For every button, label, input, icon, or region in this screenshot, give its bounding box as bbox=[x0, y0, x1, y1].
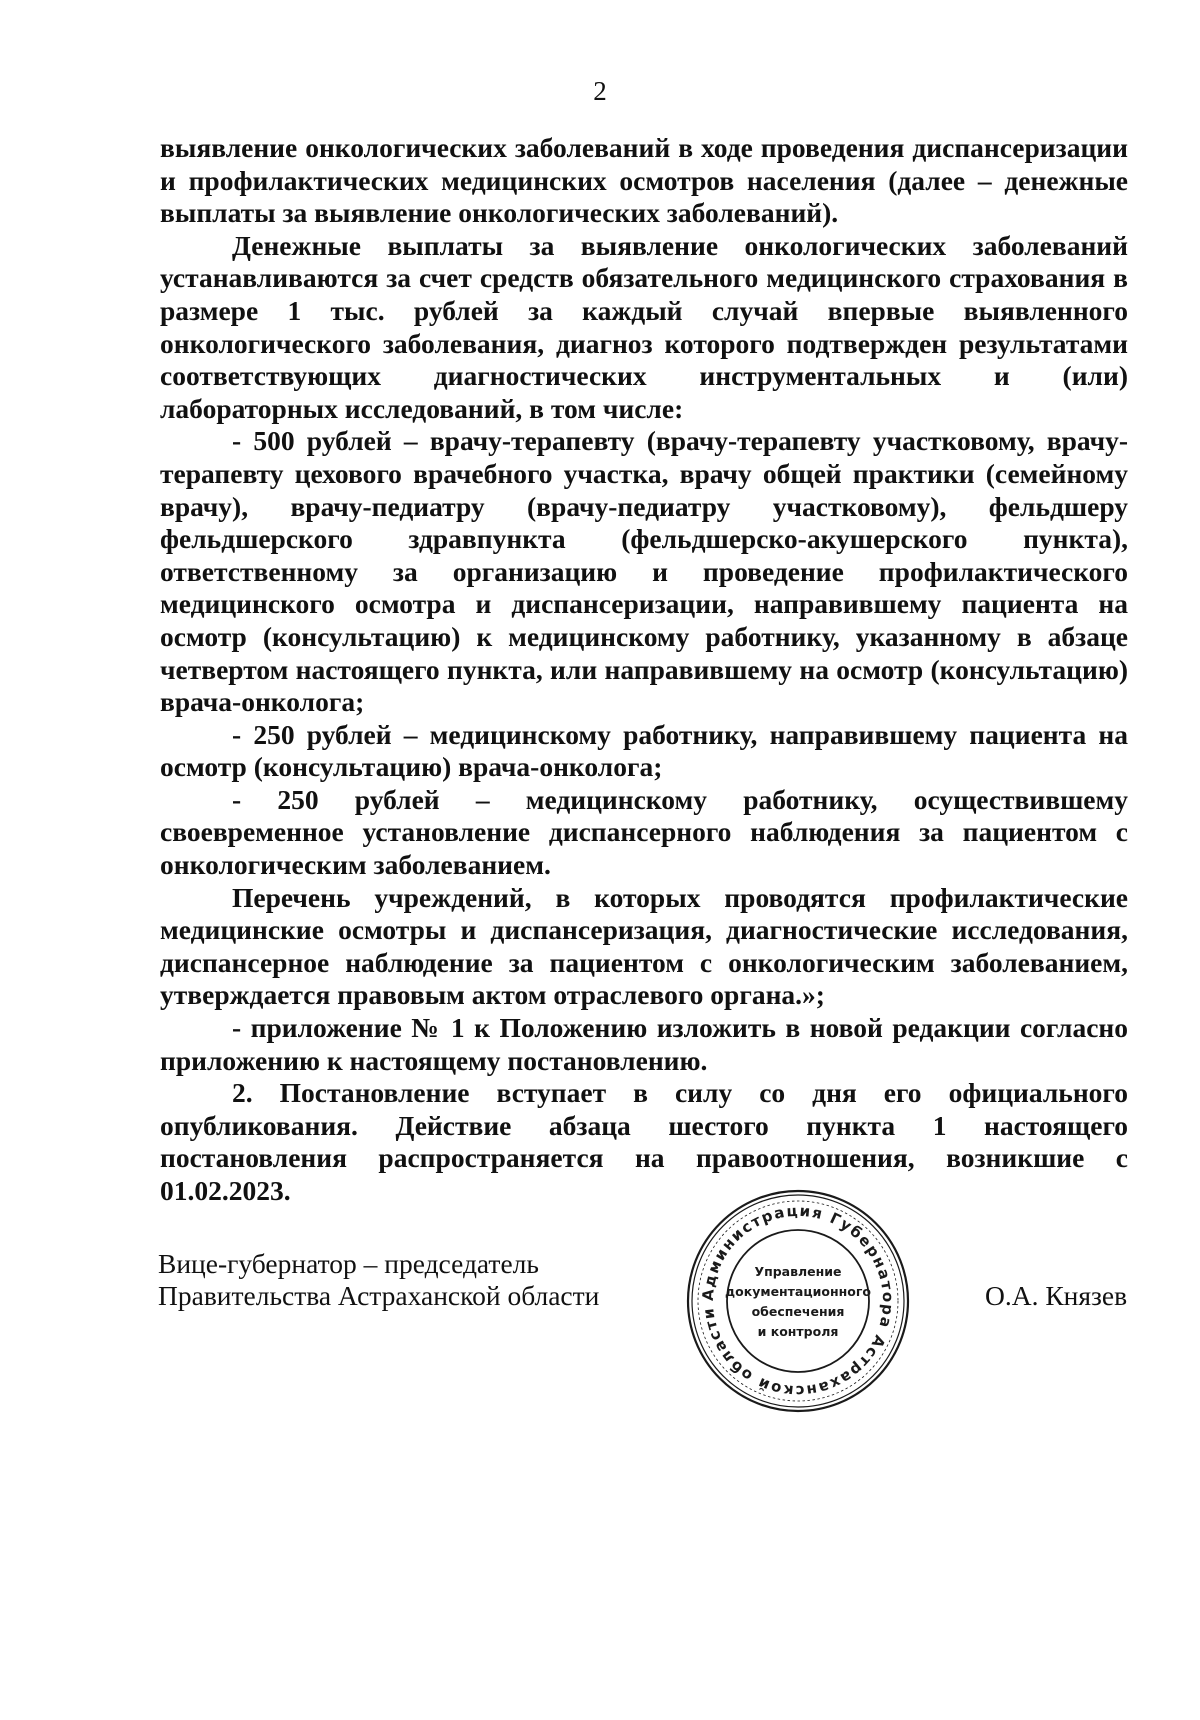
signer-position-line-2: Правительства Астраханской области bbox=[158, 1280, 600, 1311]
svg-text:Администрация Губернатора Астр bbox=[699, 1202, 897, 1400]
stamp-center-line-2: документационного bbox=[725, 1284, 871, 1299]
stamp-center-line-3: обеспечения bbox=[751, 1304, 845, 1319]
paragraph-payments-amount: Денежные выплаты за выявление онкологических заболеваний устанавливаются за счет средств обязательного медицинского страхования в размере 1 тыс. рублей за каждый случай впервые выявленного онкологического заболевания, диагноз которого подтвержден результатами соответствующих диагностических инструментальных и (или) лабораторных исследований, в том числе: bbox=[160, 229, 1128, 424]
paragraph-appendix-1: - приложение № 1 к Положению изложить в новой редакции согласно приложению к настоящему постановлению. bbox=[160, 1012, 1128, 1076]
stamp-ring-text: Администрация Губернатора Астраханской области bbox=[698, 1201, 898, 1401]
list-item-250-rub-observation: - 250 рублей – медицинскому работнику, осуществившему своевременное установление диспансерного наблюдения за пациентом с онкологическим заболеванием. bbox=[160, 783, 1128, 881]
signer-position-line-1: Вице-губернатор – председатель bbox=[158, 1248, 539, 1279]
list-item-250-rub-referral: - 250 рублей – медицинскому работнику, направившему пациента на осмотр (консультацию) врача-онколога; bbox=[160, 718, 1128, 783]
paragraph-continuation: выявление онкологических заболеваний в ходе проведения диспансеризации и профилактических медицинских осмотров населения (далее – денежные выплаты за выявление онкологических заболеваний). bbox=[160, 132, 1128, 229]
list-item-500-rub: - 500 рублей – врачу-терапевту (врачу-терапевту участковому, врачу-терапевту цехового врачебного участка, врачу общей практики (семейному врачу), врачу-педиатру (врачу-педиатру участковому), фельдшеру фельдшерского здравпункта (фельдшерско-акушерского пункта), ответственному за организацию и проведение профилактического медицинского осмотра и диспансеризации, направившему пациента на осмотр (консультацию) к медицинскому работнику, указанному в абзаце четвертом настоящего пункта, или направившему на осмотр (консультацию) врача-онколога; bbox=[160, 425, 1128, 718]
signature-block bbox=[158, 1248, 599, 1312]
document-body bbox=[160, 132, 1128, 1208]
paragraph-institutions-list: Перечень учреждений, в которых проводятся профилактические медицинские осмотры и диспансеризация, диагностические исследования, диспансерное наблюдение за пациентом с онкологическим заболеванием, утверждается правовым актом отраслевого органа.»; bbox=[160, 881, 1128, 1011]
signer-name: О.А. Князев bbox=[985, 1280, 1128, 1311]
stamp-center-line-4: и контроля bbox=[757, 1324, 839, 1339]
page-number: 2 bbox=[593, 76, 607, 106]
official-stamp bbox=[685, 1188, 911, 1414]
stamp-center-line-1: Управление bbox=[754, 1264, 842, 1279]
paragraph-effective-date: 2. Постановление вступает в силу со дня его официального опубликования. Действие абзаца шестого пункта 1 настоящего постановления распространяется на правоотношения, возникшие с 01.02.2023. bbox=[160, 1077, 1128, 1206]
